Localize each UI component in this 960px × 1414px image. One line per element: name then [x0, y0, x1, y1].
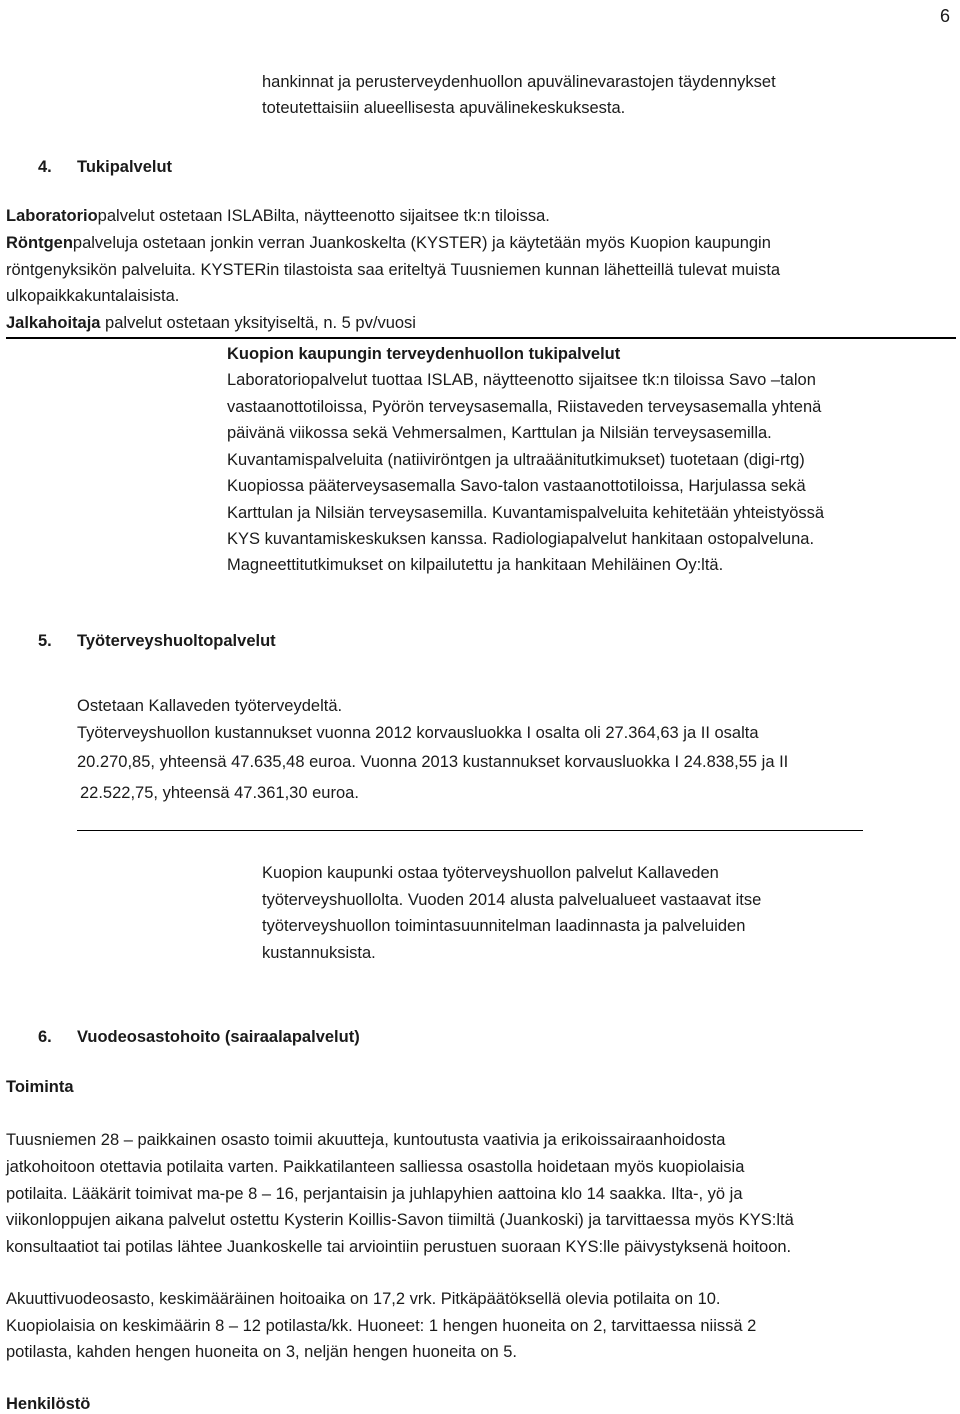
- kuopio-box-line-2: vastaanottotiloissa, Pyörön terveysasemalla, Riistaveden terveysasemalla yhtenä: [227, 398, 822, 416]
- kuopio-box-line-6: Karttulan ja Nilsiän terveysasemilla. Kuvantamispalveluita kehitetään yhteistyössä: [227, 504, 825, 522]
- s5-kuopio-line-4: kustannuksista.: [262, 944, 376, 962]
- jalka-rest: palvelut ostetaan yksityiseltä, n. 5 pv/vuosi: [100, 314, 416, 332]
- kuopio-box-line-4: Kuvantamispalveluita (natiiviröntgen ja ultraäänitutkimukset) tuotetaan (digi-rtg): [227, 451, 805, 469]
- rontgen-bold: Röntgen: [6, 234, 73, 252]
- section-5-number: 5.: [38, 632, 52, 650]
- rontgen-line-1: [6, 233, 771, 253]
- s6-para1-line-3: potilaita. Lääkärit toimivat ma-pe 8 – 16, perjantaisin ja juhlapyhien aattoina klo 14 saakka. Ilta-, yö ja: [6, 1185, 743, 1203]
- s5-line-4: 22.522,75, yhteensä 47.361,30 euroa.: [80, 784, 359, 802]
- rontgen-line-3: ulkopaikkakuntalaisista.: [6, 287, 180, 305]
- s5-kuopio-line-1: Kuopion kaupunki ostaa työterveyshuollon palvelut Kallaveden: [262, 864, 719, 882]
- page-number: 6: [940, 6, 951, 26]
- s5-kuopio-line-2: työterveyshuollolta. Vuoden 2014 alusta palvelualueet vastaavat itse: [262, 891, 762, 909]
- s5-line-1: Ostetaan Kallaveden työterveydeltä.: [77, 697, 343, 715]
- section-4-title: Tukipalvelut: [77, 158, 173, 176]
- lab-rest: palvelut ostetaan ISLABilta, näytteenotto sijaitsee tk:n tiloissa.: [97, 207, 550, 225]
- toiminta-heading: Toiminta: [6, 1078, 74, 1096]
- kuopio-box-line-7: KYS kuvantamiskeskuksen kanssa. Radiologiapalvelut hankitaan ostopalveluna.: [227, 530, 815, 548]
- kuopio-box-title: Kuopion kaupungin terveydenhuollon tukipalvelut: [227, 345, 621, 363]
- section-6-title: Vuodeosastohoito (sairaalapalvelut): [77, 1028, 360, 1046]
- lab-bold: Laboratorio: [6, 207, 98, 225]
- s5-kuopio-line-3: työterveyshuollon toimintasuunnitelman laadinnasta ja palveluiden: [262, 917, 746, 935]
- jalka-bold: Jalkahoitaja: [6, 314, 101, 332]
- s6-para1-line-4: viikonloppujen aikana palvelut ostettu Kysterin Koillis-Savon tiimiltä (Juankoski) ja tarvittaessa myös KYS:ltä: [6, 1211, 794, 1229]
- henkilosto-heading: Henkilöstö: [6, 1395, 91, 1413]
- intro-line-1: hankinnat ja perusterveydenhuollon apuvälinevarastojen täydennykset: [262, 73, 776, 91]
- s6-para1-line-2: jatkohoitoon otettavia potilaita varten. Paikkatilanteen salliessa osastolla hoidetaan myös kuopiolaisia: [6, 1158, 745, 1176]
- s5-line-2: Työterveyshuollon kustannukset vuonna 2012 korvausluokka I osalta oli 27.364,63 ja II osalta: [77, 724, 759, 742]
- lab-line: [6, 206, 550, 226]
- s5-line-3: 20.270,85, yhteensä 47.635,48 euroa. Vuonna 2013 kustannukset korvausluokka I 24.838,55 ja II: [77, 753, 789, 771]
- section-5-title: Työterveyshuoltopalvelut: [77, 632, 276, 650]
- kuopio-box-line-1: Laboratoriopalvelut tuottaa ISLAB, näytteenotto sijaitsee tk:n tiloissa Savo –talon: [227, 371, 816, 389]
- s6-para1-line-5: konsultaatiot tai potilas lähtee Juankoskelle tai arviointiin perustuen suoraan KYS:lle päivystyksenä hoitoon.: [6, 1238, 792, 1256]
- jalka-line: [6, 313, 416, 333]
- s6-para1-line-1: Tuusniemen 28 – paikkainen osasto toimii akuutteja, kuntoutusta vaativia ja erikoissairaanhoidosta: [6, 1131, 726, 1149]
- s6-para2-line-2: Kuopiolaisia on keskimäärin 8 – 12 potilasta/kk. Huoneet: 1 hengen huoneita on 2, tarvittaessa niissä 2: [6, 1317, 757, 1335]
- s5-divider: [77, 830, 863, 831]
- section-4-number: 4.: [38, 158, 52, 176]
- rontgen-line-2: röntgenyksikön palveluita. KYSTERin tilastoista saa eriteltyä Tuusniemen kunnan lähetteillä tulevat muista: [6, 261, 781, 279]
- section-divider: [6, 337, 956, 339]
- intro-line-2: toteutettaisiin alueellisesta apuvälinekeskuksesta.: [262, 99, 626, 117]
- kuopio-box-line-5: Kuopiossa pääterveysasemalla Savo-talon vastaanottotiloissa, Harjulassa sekä: [227, 477, 806, 495]
- rontgen-rest: palveluja ostetaan jonkin verran Juankoskelta (KYSTER) ja käytetään myös Kuopion kaupungin: [72, 234, 771, 252]
- section-6-number: 6.: [38, 1028, 52, 1046]
- kuopio-box-line-8: Magneettitutkimukset on kilpailutettu ja hankitaan Mehiläinen Oy:ltä.: [227, 556, 724, 574]
- kuopio-box-line-3: päivänä viikossa sekä Vehmersalmen, Karttulan ja Nilsiän terveysasemilla.: [227, 424, 772, 442]
- s6-para2-line-3: potilasta, kahden hengen huoneita on 3, neljän hengen huoneita on 5.: [6, 1343, 518, 1361]
- s6-para2-line-1: Akuuttivuodeosasto, keskimääräinen hoitoaika on 17,2 vrk. Pitkäpäätöksellä olevia potilaita on 10.: [6, 1290, 721, 1308]
